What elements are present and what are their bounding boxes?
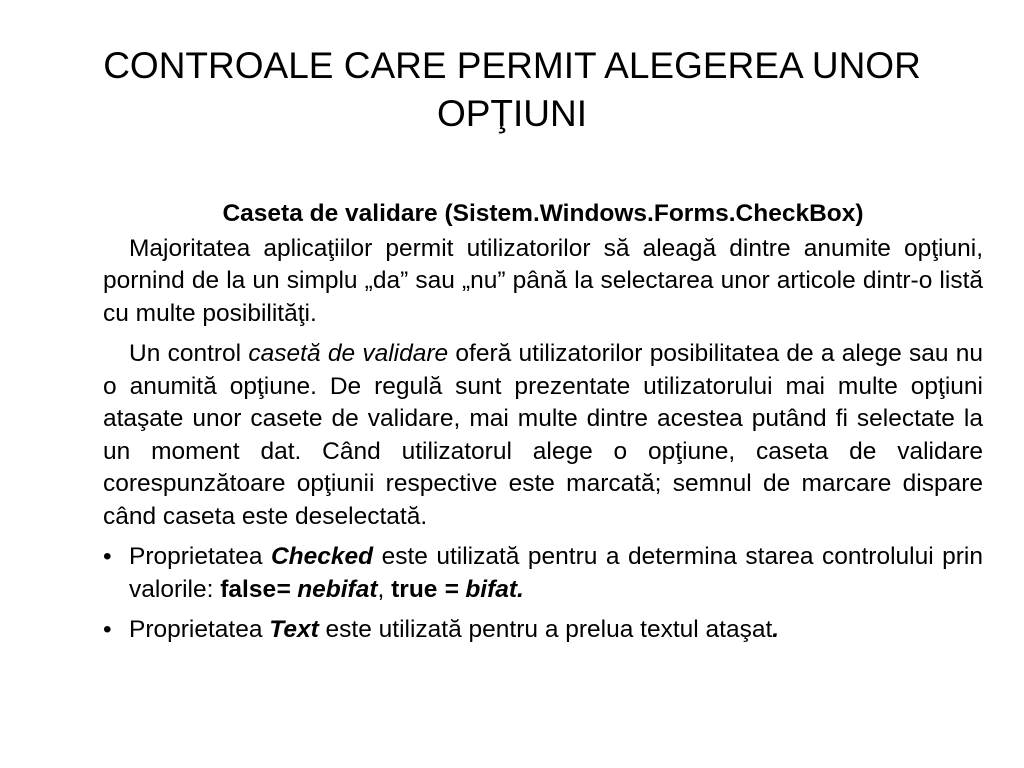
keyword-false: false	[220, 575, 277, 603]
keyword-true-meaning: = bifat.	[437, 575, 524, 603]
bullet-prefix: Proprietatea	[129, 543, 271, 570]
keyword-false-meaning: = nebifat	[276, 575, 378, 603]
slide-title	[60, 42, 964, 138]
bullet-prefix: Proprietatea	[129, 616, 270, 643]
bullet-end: .	[772, 616, 780, 643]
slide-body	[103, 198, 983, 655]
keyword-true: true	[391, 575, 438, 603]
bullet-middle: este utilizată pentru a determina starea controlului prin valorile:	[129, 543, 983, 603]
bullet-comma: ,	[377, 575, 392, 603]
title-line-1: CONTROALE CARE PERMIT ALEGEREA UNOR	[103, 45, 921, 86]
property-name-checked: Checked	[270, 543, 374, 570]
paragraph-checkbox-description	[103, 338, 983, 533]
paragraph-intro: Majoritatea aplicaţiilor permit utilizatorilor să aleagă dintre anumite opţiuni, pornind de la un simplu „da” sau „nu” până la selectarea unor articole dintr-o listă cu multe posibilităţi.	[103, 234, 983, 327]
bullet-marker: •	[103, 543, 112, 570]
bullet-checked-property	[103, 541, 983, 606]
italic-term: casetă de validare	[248, 340, 449, 367]
bullet-marker: •	[103, 616, 112, 643]
bullet-text-property	[103, 614, 983, 647]
paragraph-rest: oferă utilizatorilor posibilitatea de a alege sau nu o anumită opţiune. De regulă sunt prezentate utilizatorului mai multe opţiuni ataşate unor casete de validare, mai multe dintre acestea putând fi selectate la un moment dat. Când utilizatorul alege o opţiune, caseta de validare corespunzătoare opţiunii respective este marcată; semnul de marcare dispare când caseta este deselectată.	[103, 340, 983, 530]
property-name-text: Text	[269, 616, 319, 643]
bullet-middle: este utilizată pentru a prelua textul ataşat	[318, 616, 773, 643]
section-subtitle: Caseta de validare (Sistem.Windows.Forms.CheckBox)	[222, 200, 864, 227]
title-line-2: OPŢIUNI	[436, 93, 588, 134]
paragraph-prefix: Un control	[129, 340, 249, 367]
